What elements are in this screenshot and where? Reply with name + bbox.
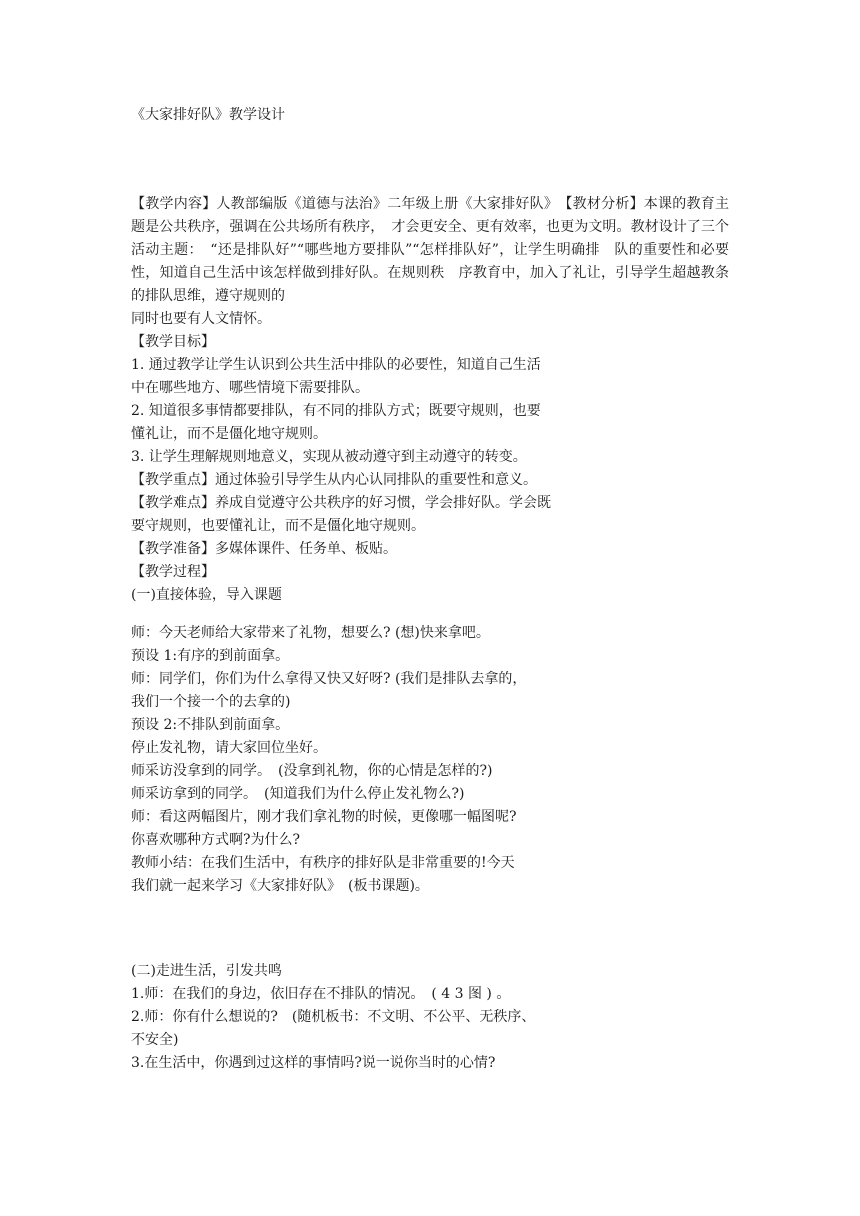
text-line: 要守规则，也要懂礼让，而不是僵化地守规则。 bbox=[131, 518, 425, 534]
text-line: 【教学目标】 bbox=[131, 334, 215, 350]
text-line: 【教学难点】养成自觉遵守公共秩序的好习惯，学会排好队。学会既 bbox=[131, 495, 551, 511]
text-line: 懂礼让，而不是僵化地守规则。 bbox=[131, 426, 327, 442]
text-line: 3. 让学生理解规则地意义，实现从被动遵守到主动遵守的转变。 bbox=[131, 449, 527, 465]
text-line: 2. 知道很多事情都要排队，有不同的排队方式；既要守规则，也要 bbox=[131, 403, 541, 419]
process-section-one bbox=[131, 622, 731, 898]
text-line: 预设 1:有序的到前面拿。 bbox=[131, 648, 290, 664]
text-line: 师：今天老师给大家带来了礼物，想要么? (想)快来拿吧。 bbox=[131, 625, 490, 641]
text-line: 不安全) bbox=[131, 1032, 179, 1048]
text-line: 中在哪些地方、哪些情境下需要排队。 bbox=[131, 380, 369, 396]
text-line: 师采访没拿到的同学。 (没拿到礼物，你的心情是怎样的?) bbox=[131, 763, 493, 779]
text-line: 3.在生活中，你遇到过这样的事情吗?说一说你当时的心情? bbox=[131, 1055, 496, 1071]
text-line: (二)走进生活，引发共鸣 bbox=[131, 963, 282, 979]
text-line: 1. 通过教学让学生认识到公共生活中排队的必要性，知道自己生活 bbox=[131, 357, 541, 373]
text-line: 【教学准备】多媒体课件、任务单、板贴。 bbox=[131, 541, 397, 557]
text-line: 2.师：你有什么想说的? (随机板书：不文明、不公平、无秩序、 bbox=[131, 1009, 536, 1025]
text-line: 师采访拿到的同学。 (知道我们为什么停止发礼物么?) bbox=[131, 786, 465, 802]
text-line: 停止发礼物，请大家回位坐好。 bbox=[131, 740, 327, 756]
process-section-two bbox=[131, 960, 731, 1075]
text-line: 【教学过程】 bbox=[131, 564, 215, 580]
objectives-section bbox=[131, 331, 731, 607]
text-line: 师：同学们，你们为什么拿得又快又好呀? (我们是排队去拿的， bbox=[131, 671, 527, 687]
text-line: 预设 2:不排队到前面拿。 bbox=[131, 717, 290, 733]
document-title: 《大家排好队》教学设计 bbox=[131, 107, 285, 123]
intro-paragraph-tail: 同时也要有人文情怀。 bbox=[131, 311, 271, 327]
text-line: 1.师：在我们的身边，依旧存在不排队的情况。 ( 4 3 图 ) 。 bbox=[131, 986, 511, 1002]
intro-paragraph: 【教学内容】人教部编版《道德与法治》二年级上册《大家排好队》 【教材分析】本课的教育主题是公共秩序，强调在公共场所有秩序， 才会更安全、更有效率，也更为文明。教材设计了三个活动主题： “还是排队好”“哪些地方要排队”“怎样排队好”，让学生明确排 队的重要性和必要性，知道自己生活中该怎样做到排好队。在规则秩 序教育中，加入了礼让，引导学生超越教条的排队思维，遵守规则的 bbox=[131, 196, 729, 304]
text-line: 你喜欢哪种方式啊?为什么? bbox=[131, 832, 301, 848]
text-line: (一)直接体验，导入课题 bbox=[131, 587, 282, 603]
text-line: 【教学重点】通过体验引导学生从内心认同排队的重要性和意义。 bbox=[131, 472, 537, 488]
text-line: 教师小结：在我们生活中，有秩序的排好队是非常重要的!今天 bbox=[131, 855, 515, 871]
text-line: 我们一个接一个的去拿的) bbox=[131, 694, 291, 710]
text-line: 师：看这两幅图片，刚才我们拿礼物的时候，更像哪一幅图呢? bbox=[131, 809, 517, 825]
text-line: 我们就一起来学习《大家排好队》 (板书课题)。 bbox=[131, 878, 429, 894]
